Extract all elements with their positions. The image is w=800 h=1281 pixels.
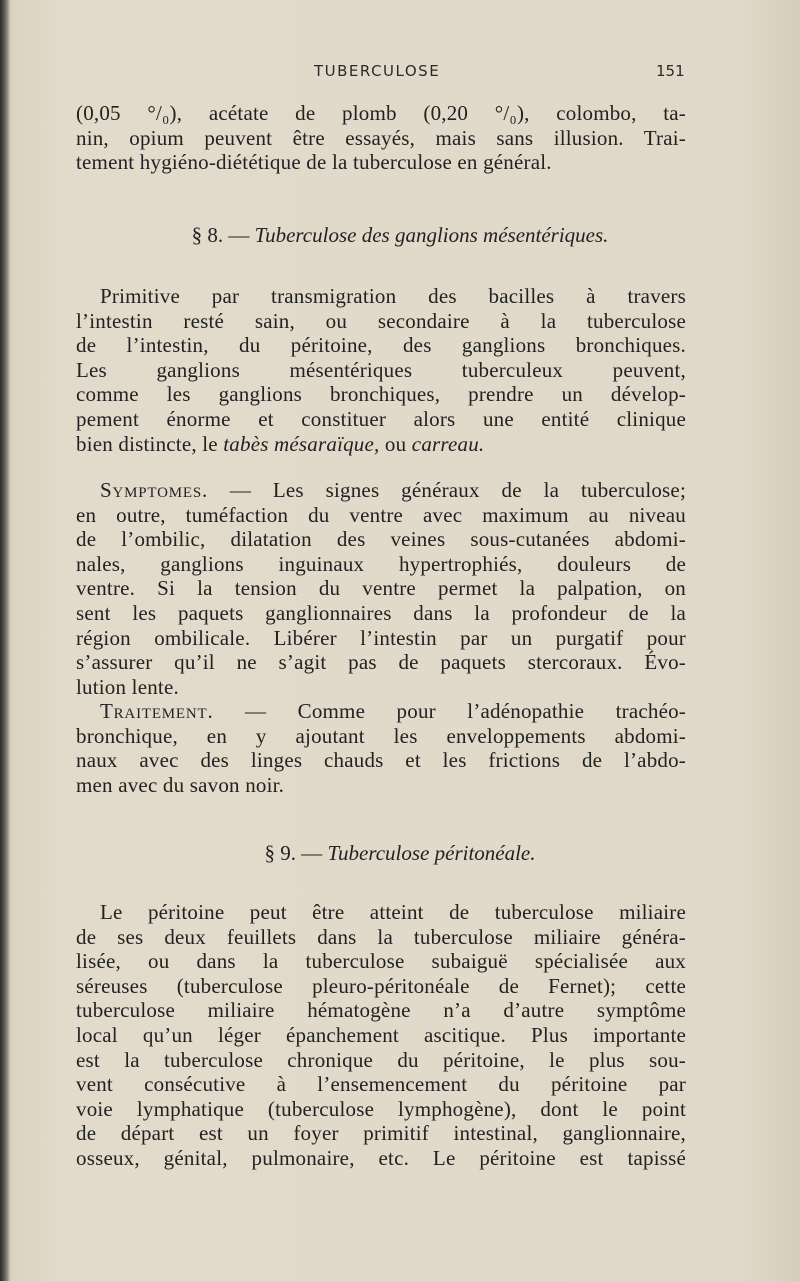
paragraph-traitement xyxy=(76,699,686,797)
paragraph-continuation xyxy=(76,101,686,175)
text-line: tement hygiéno-diététique de la tuberculose en général. xyxy=(76,150,552,175)
text-run: — Comme pour l’adénopathie trachéo- xyxy=(213,699,686,723)
paragraph-symptomes xyxy=(76,478,686,699)
text-line: ventre. Si la tension du ventre permet la palpation, on xyxy=(76,576,686,601)
text-line xyxy=(76,699,686,724)
paragraph-peritoneale xyxy=(76,900,686,1171)
italic-term: carreau. xyxy=(411,431,485,456)
text-line: sent les paquets ganglionnaires dans la profondeur de la xyxy=(76,600,686,625)
text-line: men avec du savon noir. xyxy=(76,772,285,797)
page-number: 151 xyxy=(656,62,685,80)
section-title: Tuberculose des ganglions mésentériques. xyxy=(254,223,609,247)
paragraph-definition xyxy=(76,284,686,456)
italic-term: tabès mésaraïque, xyxy=(223,431,380,456)
text-line: comme les ganglions bronchiques, prendre un dévelop- xyxy=(76,382,686,407)
text-line: nales, ganglions inguinaux hypertrophiés, douleurs de xyxy=(76,551,686,576)
text-line: Les ganglions mésentériques tuberculeux peuvent, xyxy=(76,357,686,382)
paragraph-label: Traitement. xyxy=(100,699,214,723)
page-binding-edge xyxy=(0,0,10,1281)
section-title: Tuberculose péritonéale. xyxy=(327,841,536,865)
section-number: § 9. — xyxy=(264,841,323,865)
text-line: pement énorme et constituer alors une entité clinique xyxy=(76,406,686,431)
text-line: (0,05 °/₀), acétate de plomb (0,20 °/₀), colombo, ta- xyxy=(76,101,686,125)
text-line: vent consécutive à l’ensemencement du péritoine par xyxy=(76,1072,686,1097)
text-line: bronchique, en y ajoutant les enveloppements abdomi- xyxy=(76,723,686,748)
section-heading-9 xyxy=(0,840,800,866)
text-line: Primitive par transmigration des bacilles à travers xyxy=(100,284,686,308)
text-line: l’intestin resté sain, ou secondaire à la tuberculose xyxy=(76,308,686,333)
page-header xyxy=(0,62,800,86)
text-line: lisée, ou dans la tuberculose subaiguë spécialisée aux xyxy=(76,949,686,974)
text-run: — Les signes généraux de la tuberculose; xyxy=(208,478,686,502)
text-line: voie lymphatique (tuberculose lymphogène), dont le point xyxy=(76,1096,686,1121)
text-line: de l’intestin, du péritoine, des ganglions bronchiques. xyxy=(76,333,686,358)
section-number: § 8. — xyxy=(191,223,250,247)
paragraph-label: Symptomes. xyxy=(100,478,209,502)
text-line xyxy=(76,432,686,457)
text-line: séreuses (tuberculose pleuro-péritonéale de Fernet); cette xyxy=(76,973,686,998)
text-run: ou xyxy=(379,431,412,456)
section-heading-8 xyxy=(0,222,800,248)
text-line: lution lente. xyxy=(76,674,179,699)
text-line: région ombilicale. Libérer l’intestin par un purgatif pour xyxy=(76,625,686,650)
text-line: Le péritoine peut être atteint de tuberculose miliaire xyxy=(100,900,686,924)
text-line: nin, opium peuvent être essayés, mais sans illusion. Trai- xyxy=(76,125,686,150)
text-run: bien distincte, le xyxy=(76,431,224,456)
text-line: de départ est un foyer primitif intestinal, ganglionnaire, xyxy=(76,1121,686,1146)
text-line: local qu’un léger épanchement ascitique. Plus importante xyxy=(76,1022,686,1047)
text-line: de l’ombilic, dilatation des veines sous-cutanées abdomi- xyxy=(76,527,686,552)
text-line: naux avec des linges chauds et les frictions de l’abdo- xyxy=(76,748,686,773)
text-line: de ses deux feuillets dans la tuberculose miliaire généra- xyxy=(76,924,686,949)
text-line: s’assurer qu’il ne s’agit pas de paquets stercoraux. Évo- xyxy=(76,650,686,675)
text-line: tuberculose miliaire hématogène n’a d’autre symptôme xyxy=(76,998,686,1023)
running-title: TUBERCULOSE xyxy=(314,62,441,80)
text-line: osseux, génital, pulmonaire, etc. Le péritoine est tapissé xyxy=(76,1145,686,1170)
text-line xyxy=(76,478,686,503)
text-line: en outre, tuméfaction du ventre avec maximum au niveau xyxy=(76,502,686,527)
text-line: est la tuberculose chronique du péritoine, le plus sou- xyxy=(76,1047,686,1072)
